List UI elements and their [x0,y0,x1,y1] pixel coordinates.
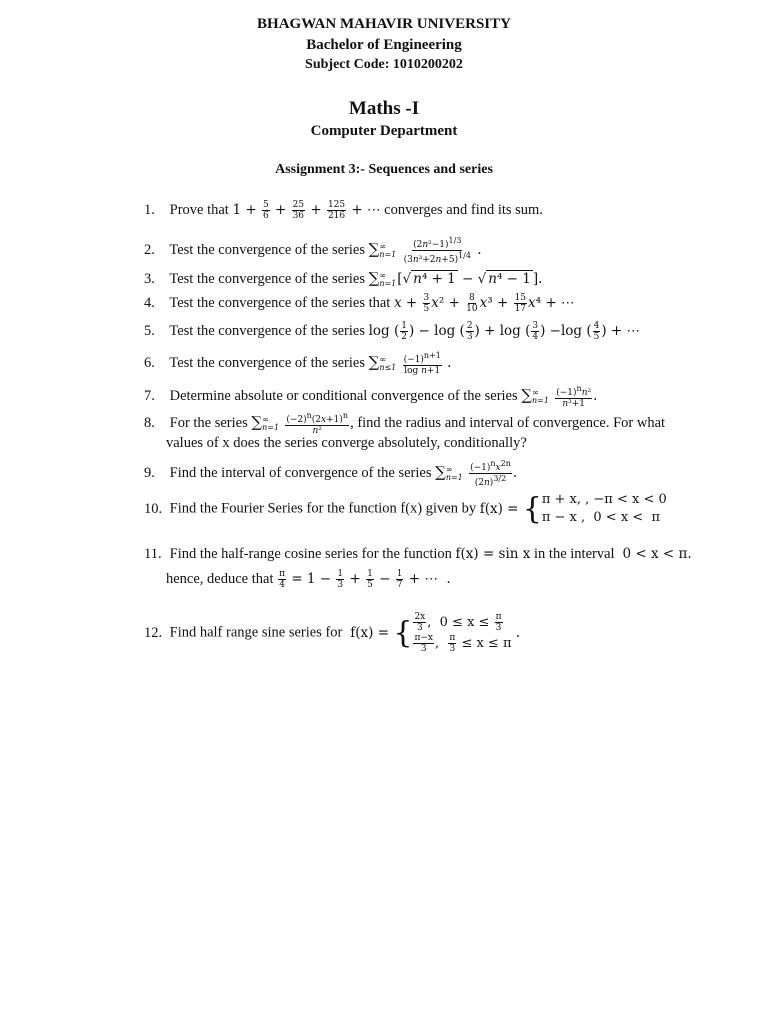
math-expression: ∑ ∞ n=1 [√ n⁴ + 1 − √ n⁴ − 1 ]. [368,269,543,288]
question-8-continuation: values of x does the series converge absolutely, conditionally? [166,435,527,451]
question-text: Test the convergence of the series [169,242,369,258]
question-number: 2. [144,242,155,258]
question-5 [144,321,640,342]
question-text: Test the convergence of the series [169,271,369,287]
question-number: 4. [144,295,155,311]
department-name: Computer Department [310,123,458,139]
question-text: Prove that [169,202,233,218]
question-11 [144,545,692,563]
question-6 [144,351,451,376]
university-name: BHAGWAN MAHAVIR UNIVERSITY [257,16,511,32]
math-expression: log ( $\frac{1}{2}$ ) − log ( $\frac{2}{3}$ ) + log ( $\frac{3}{4}$ ) −log ( $\frac{4}{5}$ ) + ⋯ [368,321,641,342]
question-number: 9. [144,465,155,481]
question-text-tail: converges and find its sum. [384,202,543,218]
question-text: Test the convergence of the series [169,355,369,371]
math-expression: ∑ ∞ n=1 $\frac{(-1)^nx^{2n}}{(2n)^{3/2}}$ . [435,459,518,488]
question-number: 6. [144,355,155,371]
question-11-continuation [166,569,451,590]
math-expression: ∑ ∞ n=1 $\frac{(-2)^n(2x+1)^n}{\text{n²}}$ [251,411,349,436]
math-expression: f(x) = { $\frac{2x}{3}$ , 0 ≤ x ≤ $\frac{\pi}{3}$ $\frac{\pi-x}{3}$ , $\frac{\pi}{3}$ ≤ x ≤ π . [346,612,521,654]
question-12 [144,612,520,654]
math-expression: x + $\frac{3}{5}$ x² + $\frac{8}{10}$ x³ + $\frac{15}{17}$ x⁴ + ⋯ [393,293,575,314]
question-text: Determine absolute or conditional convergence of the series [169,388,522,404]
question-number: 12. [144,624,163,641]
question-text: hence, deduce that [166,571,278,587]
subject-title: Maths -I [348,98,420,119]
degree-title: Bachelor of Engineering [306,37,462,53]
question-text: Find the Fourier Series for the function f(x) given by [169,500,480,517]
subject-code: Subject Code: 1010200202 [305,57,463,72]
math-expression: ∑ ∞ n=1 $\frac{(-1)^nn^2}{\text{n³+1}}$ . [521,384,598,409]
question-number: 10. [144,500,163,517]
question-number: 8. [144,415,155,431]
math-expression: 1 + $\frac{5}{6}$ + $\frac{25}{36}$ + $\frac{125}{216}$ + ⋯ [232,200,381,221]
question-text: Test the convergence of the series [169,323,369,339]
question-number: 1. [144,202,155,218]
question-text: Find the interval of convergence of the series [169,465,436,481]
question-text-tail: in the interval [534,546,619,562]
question-3 [144,269,542,288]
math-expression: ∑ ∞ n≤1 $\frac{(-1)^{n+1}}{\text{log n+1}}$ . [368,351,452,376]
math-expression: $\frac{\pi}{4}$ = 1 − $\frac{1}{3}$ + $\frac{1}{5}$ − $\frac{1}{7}$ + ⋯ . [279,569,451,590]
question-number: 7. [144,388,155,404]
assignment-title: Assignment 3:- Sequences and series [275,162,493,177]
question-7 [144,384,597,409]
question-text-tail: , find the radius and interval of convergence. For what [350,415,666,431]
math-interval: 0 < x < π. [618,546,692,562]
question-number: 11. [144,546,162,562]
question-9 [144,459,517,488]
question-text: Find half range sine series for [169,624,346,641]
question-8 [144,411,665,436]
question-10 [144,491,667,527]
question-2 [144,236,482,265]
math-expression: f(x) = { π + x, , −π < x < 0 π − x , 0 < x < π [479,491,667,526]
question-text: Test the convergence of the series that [169,295,394,311]
question-text: For the series [169,415,252,431]
question-text: Find the half-range cosine series for the function [169,546,456,562]
math-expression: f(x) = sin x [455,546,531,562]
question-number: 5. [144,323,155,339]
math-expression: ∑ ∞ n=1 $\frac{(2n^2-1)^{1/3}}{(3n^3+2n+5)^{1/4}}$ . [368,236,482,265]
question-4 [144,293,574,314]
question-1 [144,200,543,221]
question-number: 3. [144,271,155,287]
